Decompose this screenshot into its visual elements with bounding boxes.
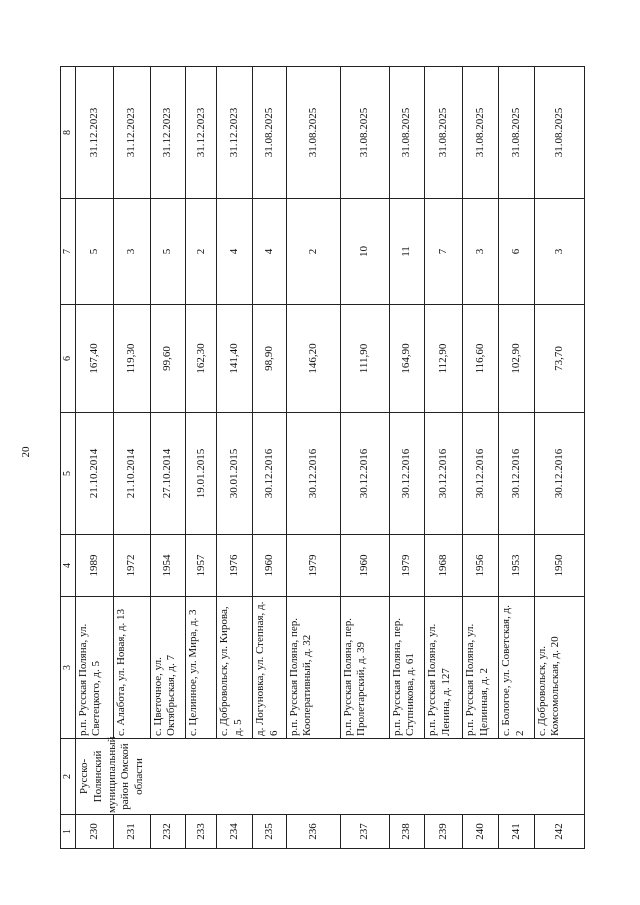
year-cell: 1960 [341, 535, 390, 597]
area-cell: 141,40 [217, 305, 253, 413]
year-cell: 1954 [150, 535, 185, 597]
row-number: 230 [76, 815, 114, 849]
count-cell: 11 [389, 199, 425, 305]
year-cell: 1979 [389, 535, 425, 597]
row-number: 233 [185, 815, 217, 849]
row-number: 231 [114, 815, 151, 849]
rotated-table-wrapper [60, 67, 585, 849]
year-cell: 1956 [463, 535, 499, 597]
area-cell: 99,60 [150, 305, 185, 413]
table-row [535, 67, 585, 849]
count-cell: 2 [287, 199, 341, 305]
year-cell: 1976 [217, 535, 253, 597]
address-cell: р.п. Русская Поляна, ул. Целинная, д. 2 [463, 597, 499, 739]
date-cell: 27.10.2014 [150, 413, 185, 535]
year-cell: 1953 [499, 535, 535, 597]
table-row [253, 67, 287, 849]
deadline-cell: 31.12.2023 [217, 67, 253, 199]
address-cell: р.п. Русская Поляна, ул. Ленина, д. 127 [425, 597, 463, 739]
table-row [341, 67, 390, 849]
year-cell: 1972 [114, 535, 151, 597]
address-cell: с. Бологое, ул. Советская, д. 2 [499, 597, 535, 739]
date-cell: 30.12.2016 [287, 413, 341, 535]
count-cell: 5 [76, 199, 114, 305]
row-number: 240 [463, 815, 499, 849]
year-cell: 1968 [425, 535, 463, 597]
area-cell: 146,20 [287, 305, 341, 413]
table-row [287, 67, 341, 849]
year-cell: 1989 [76, 535, 114, 597]
table-row [425, 67, 463, 849]
housing-table [60, 66, 585, 849]
count-cell: 3 [114, 199, 151, 305]
table-row [463, 67, 499, 849]
row-number: 239 [425, 815, 463, 849]
date-cell: 30.12.2016 [389, 413, 425, 535]
deadline-cell: 31.08.2025 [535, 67, 585, 199]
address-cell: р.п. Русская Поляна, ул. Светецкого, д. 5 [76, 597, 114, 739]
count-cell: 4 [217, 199, 253, 305]
page-number: 20 [20, 446, 32, 458]
district-cell: Русско-Полянский муниципальный район Омской области [76, 739, 585, 815]
row-number: 242 [535, 815, 585, 849]
table-row [389, 67, 425, 849]
column-header: 4 [61, 535, 76, 597]
date-cell: 30.12.2016 [463, 413, 499, 535]
count-cell: 6 [499, 199, 535, 305]
count-cell: 4 [253, 199, 287, 305]
count-cell: 3 [463, 199, 499, 305]
row-number: 235 [253, 815, 287, 849]
deadline-cell: 31.08.2025 [425, 67, 463, 199]
area-cell: 111,90 [341, 305, 390, 413]
address-cell: р.п. Русская Поляна, пер. Ступникова, д. 61 [389, 597, 425, 739]
column-header: 1 [61, 815, 76, 849]
deadline-cell: 31.12.2023 [76, 67, 114, 199]
count-cell: 5 [150, 199, 185, 305]
table-row [499, 67, 535, 849]
row-number: 232 [150, 815, 185, 849]
area-cell: 116,60 [463, 305, 499, 413]
address-cell: с. Цветочное, ул. Октябрьская, д. 7 [150, 597, 185, 739]
year-cell: 1979 [287, 535, 341, 597]
table-row [185, 67, 217, 849]
deadline-cell: 31.08.2025 [463, 67, 499, 199]
column-header: 5 [61, 413, 76, 535]
address-cell: с. Добровольск, ул. Кирова, д. 5 [217, 597, 253, 739]
year-cell: 1957 [185, 535, 217, 597]
deadline-cell: 31.12.2023 [150, 67, 185, 199]
deadline-cell: 31.08.2025 [499, 67, 535, 199]
date-cell: 30.12.2016 [341, 413, 390, 535]
address-cell: с. Алабота, ул. Новая, д. 13 [114, 597, 151, 739]
count-cell: 2 [185, 199, 217, 305]
row-number: 236 [287, 815, 341, 849]
deadline-cell: 31.12.2023 [185, 67, 217, 199]
row-number: 237 [341, 815, 390, 849]
date-cell: 30.12.2016 [425, 413, 463, 535]
year-cell: 1960 [253, 535, 287, 597]
deadline-cell: 31.12.2023 [114, 67, 151, 199]
area-cell: 167,40 [76, 305, 114, 413]
deadline-cell: 31.08.2025 [389, 67, 425, 199]
date-cell: 30.12.2016 [253, 413, 287, 535]
row-number: 238 [389, 815, 425, 849]
count-cell: 7 [425, 199, 463, 305]
date-cell: 30.12.2016 [499, 413, 535, 535]
table-row [150, 67, 185, 849]
table-row [76, 67, 114, 849]
address-cell: с. Добровольск, ул. Комсомольская, д. 20 [535, 597, 585, 739]
table-body [76, 67, 585, 849]
deadline-cell: 31.08.2025 [287, 67, 341, 199]
column-header: 3 [61, 597, 76, 739]
date-cell: 21.10.2014 [114, 413, 151, 535]
deadline-cell: 31.08.2025 [341, 67, 390, 199]
row-number: 241 [499, 815, 535, 849]
date-cell: 21.10.2014 [76, 413, 114, 535]
table-row [217, 67, 253, 849]
column-header: 2 [61, 739, 76, 815]
count-cell: 10 [341, 199, 390, 305]
address-cell: р.п. Русская Поляна, пер. Пролетарский, д. 39 [341, 597, 390, 739]
table-row [114, 67, 151, 849]
area-cell: 73,70 [535, 305, 585, 413]
address-cell: с. Целинное, ул. Мира, д. 3 [185, 597, 217, 739]
date-cell: 19.01.2015 [185, 413, 217, 535]
row-number: 234 [217, 815, 253, 849]
address-cell: р.п. Русская Поляна, пер. Кооперативный, д. 32 [287, 597, 341, 739]
column-header: 6 [61, 305, 76, 413]
area-cell: 98,90 [253, 305, 287, 413]
date-cell: 30.12.2016 [535, 413, 585, 535]
area-cell: 164,90 [389, 305, 425, 413]
deadline-cell: 31.08.2025 [253, 67, 287, 199]
year-cell: 1950 [535, 535, 585, 597]
column-header: 8 [61, 67, 76, 199]
date-cell: 30.01.2015 [217, 413, 253, 535]
area-cell: 112,90 [425, 305, 463, 413]
column-header: 7 [61, 199, 76, 305]
address-cell: д. Логуновка, ул. Степная, д. 6 [253, 597, 287, 739]
count-cell: 3 [535, 199, 585, 305]
area-cell: 102,90 [499, 305, 535, 413]
area-cell: 162,30 [185, 305, 217, 413]
area-cell: 119,30 [114, 305, 151, 413]
table-header-row [61, 67, 76, 849]
